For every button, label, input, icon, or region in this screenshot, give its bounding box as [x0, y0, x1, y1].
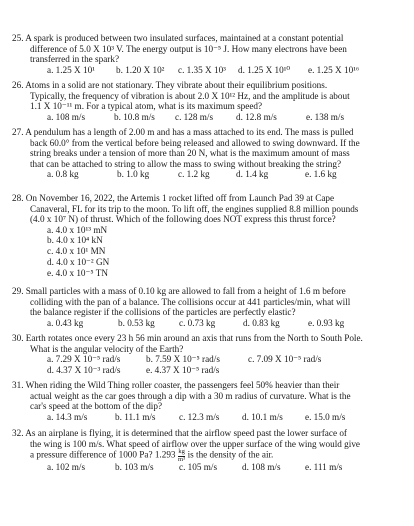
answer-options: [12, 65, 404, 76]
question-29: [12, 286, 404, 329]
question-text-line: 31. When riding the Wild Thing roller coaster, the passengers feel 50% heavier than their: [12, 380, 340, 390]
option-e: e. 1.6 kg: [305, 169, 337, 180]
question-25: [12, 33, 404, 76]
option-d: d. 4.37 X 10⁻³ rad/s: [47, 365, 121, 376]
option-d: d. 4.0 x 10⁻² GN: [47, 256, 110, 267]
option-a: a. 0.43 kg: [47, 317, 84, 328]
option-c: c. 1.2 kg: [178, 169, 210, 180]
question-31: [12, 380, 404, 423]
question-27: [12, 127, 404, 180]
option-e: e. 111 m/s: [305, 462, 343, 473]
option-b: b. 0.53 kg: [118, 317, 155, 328]
question-text-line: What is the angular velocity of the Earth?: [30, 343, 184, 354]
option-b: b. 103 m/s: [115, 462, 154, 473]
density-unit-fraction: [178, 449, 186, 463]
option-a: a. 108 m/s: [47, 111, 86, 122]
question-text-line: colliding with the pan of a balance. The collisions occur at 441 particles/min, what will: [30, 296, 351, 307]
question-text-line: [12, 449, 404, 462]
answer-options: [12, 412, 404, 423]
option-e: e. 0.93 kg: [308, 317, 345, 328]
question-text-line: 28. On November 16, 2022, the Artemis 1 rocket lifted off from Launch Pad 39 at Cape: [12, 193, 335, 203]
question-text-line: Typically, the frequency of vibration is about 2.0 X 10¹² Hz, and the amplitude is about: [30, 90, 350, 101]
option-a: a. 7.29 X 10⁻⁵ rad/s: [47, 354, 121, 365]
option-b: b. 1.20 X 10²: [116, 64, 165, 75]
option-d: d. 10.1 m/s: [242, 411, 283, 422]
question-32: [12, 428, 404, 473]
fraction-denominator: m³: [178, 455, 186, 463]
question-text-line: 29. Small particles with a mass of 0.10 kg are allowed to fall from a height of 1.6 m before: [12, 286, 346, 296]
option-c: c. 105 m/s: [179, 462, 218, 473]
question-text-line: 25. A spark is produced between two insulated surfaces, maintained at a constant potential: [12, 33, 344, 43]
question-text-line: Canaveral, FL for its trip to the moon. To lift off, the engines supplied 8.8 million pounds: [30, 203, 359, 214]
option-e: e. 138 m/s: [306, 111, 345, 122]
option-c: c. 7.09 X 10⁻⁵ rad/s: [248, 354, 322, 365]
option-b: b. 10.8 m/s: [114, 111, 155, 122]
option-c: c. 128 m/s: [175, 111, 214, 122]
option-c: c. 1.35 X 10³: [178, 64, 226, 75]
question-text-line: that can be attached to string to allow the mass to swing without breaking the string?: [30, 158, 342, 169]
question-text: is the density of the air.: [187, 449, 274, 460]
question-text-line: 32. As an airplane is flying, it is determined that the airflow speed past the lower surface of: [12, 428, 347, 438]
option-d: d. 1.4 kg: [236, 169, 269, 180]
question-30: [12, 333, 404, 376]
question-text-line: difference of 5.0 X 10³ V. The energy output is 10⁻⁵ J. How many electrons have been: [30, 43, 347, 54]
option-b: b. 7.59 X 10⁻⁵ rad/s: [146, 354, 220, 365]
option-c: c. 12.3 m/s: [179, 411, 220, 422]
answer-options: [12, 169, 404, 180]
question-text-line: 30. Earth rotates once every 23 h 56 min around an axis that runs from the North to South Pole.: [12, 333, 363, 343]
answer-options: [12, 462, 404, 473]
answer-options: [12, 112, 404, 123]
question-text-line: string breaks under a tension of more than 20 N, what is the maximum amount of mass: [30, 148, 350, 159]
question-text-line: (4.0 x 10⁷ N) of thrust. Which of the following does NOT express this thrust force?: [30, 214, 336, 225]
option-d: d. 108 m/s: [242, 462, 281, 473]
option-a: a. 102 m/s: [47, 462, 86, 473]
question-28: [12, 193, 404, 278]
answer-options: [12, 354, 404, 365]
option-b: b. 11.1 m/s: [115, 411, 156, 422]
option-a: a. 4.0 x 10¹³ mN: [47, 224, 108, 235]
question-text-line: back 60.0° from the vertical before being released and allowed to swing downward. If the: [30, 137, 360, 148]
option-e: e. 4.0 x 10⁻⁵ TN: [47, 267, 108, 278]
answer-options: [12, 365, 404, 376]
option-e: e. 1.25 X 10¹⁶: [308, 64, 360, 75]
option-a: a. 14.3 m/s: [47, 411, 88, 422]
option-a: a. 1.25 X 10¹: [47, 64, 95, 75]
question-text-line: 27. A pendulum has a length of 2.00 m and has a mass attached to its end. The mass is pulled: [12, 127, 354, 137]
question-text-line: the balance register if the collisions of the particles are perfectly elastic?: [30, 307, 296, 318]
option-b: b. 4.0 x 10⁴ kN: [47, 235, 103, 246]
option-d: d. 0.83 kg: [243, 317, 280, 328]
question-text-line: actual weight as the car goes through a dip with a 30 m radius of curvature. What is the: [30, 390, 351, 401]
question-text-line: 26. Atoms in a solid are not stationary. They vibrate about their equilibrium positions.: [12, 80, 328, 90]
question-text-line: 1.1 X 10⁻¹¹ m. For a typical atom, what is its maximum speed?: [30, 101, 263, 112]
question-26: [12, 80, 404, 123]
question-text: a pressure difference of 1000 Pa? 1.293: [30, 449, 176, 460]
question-text-line: car's speed at the bottom of the dip?: [30, 401, 163, 412]
option-d: d. 12.8 m/s: [236, 111, 277, 122]
answer-options: [12, 318, 404, 329]
option-b: b. 1.0 kg: [117, 169, 150, 180]
option-e: e. 4.37 X 10⁻⁵ rad/s: [146, 365, 220, 376]
option-c: c. 4.0 x 10¹ MN: [47, 246, 106, 257]
option-d: d. 1.25 X 10¹⁰: [238, 64, 291, 75]
question-text-line: transferred in the spark?: [30, 54, 120, 65]
option-e: e. 15.0 m/s: [305, 411, 346, 422]
option-a: a. 0.8 kg: [47, 169, 79, 180]
question-text-line: the wing is 100 m/s. What speed of airflow over the upper surface of the wing would give: [30, 438, 360, 449]
option-c: c. 0.73 kg: [179, 317, 216, 328]
fraction-numerator: kg: [178, 448, 185, 456]
